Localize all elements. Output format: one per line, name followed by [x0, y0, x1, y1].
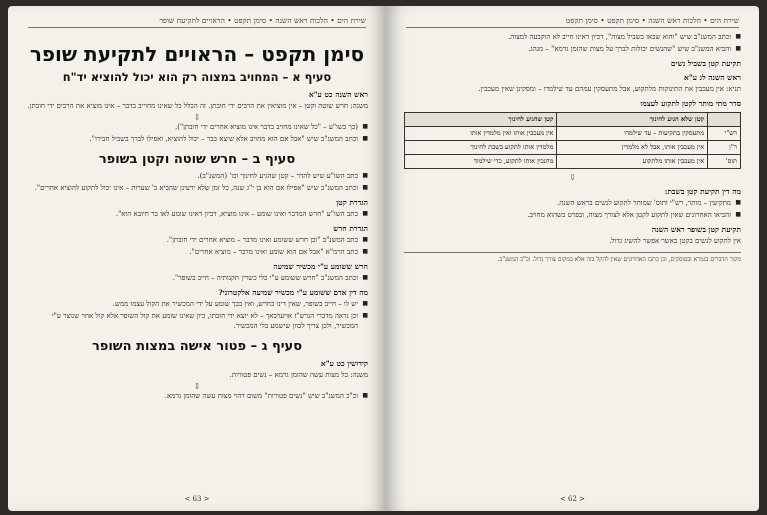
row-label: ר"ן — [708, 141, 741, 155]
bullet-item: ■ וכתב המשנ"ב שיש "והוא שבאו בשביל מצוה", דכיון דאינו חייב לא הוקבעה למצוה. — [404, 32, 741, 42]
running-head — [28, 16, 366, 28]
bullet-item: ■ וכתב המשנ"ב שיש "אפילו אם הוא בן י"ג שנה, כל זמן שלא ידעינן שהביא ב' שערות – אינו יכול לתקוע להוציא אחרים". — [26, 183, 368, 193]
paragraph: אין לתקוע לנשים בקטן כאשר אפשר להשיג גדול. — [609, 237, 741, 245]
comparison-table — [404, 112, 741, 169]
table-cell: אין מעכבין אותו ואין מלמדין אותו — [405, 127, 557, 141]
table-cell: אין מעכבין אותו מלתקוע — [557, 155, 708, 169]
bullet-item: ■ כתב השו"ע שיש להדר – קטן שהגיע לחינוך וכו' (המשנ"ב). — [26, 171, 368, 181]
bullet-item: ■ (כך בשו"ע – "כל שאינו מחויב בדבר אינו מוציא אחרים ידי חובתן"). — [26, 122, 368, 132]
section-heading: סעיף א – המחויב במצוה רק הוא יכול להוציא יד"ח — [62, 70, 332, 84]
bullet-item: ■ וכ"כ המשנ"ב שיש "נשים פטורות" משום דהוי מצות עשה שהזמן גרמא. — [26, 391, 368, 401]
table-header: קטן שלא הגיע לחינוך — [557, 113, 708, 127]
footnotes: מקור הדברים בגמרא ובפוסקים, וכן כתבו האחרונים שאין להקל בזה אלא במקום צורך גדול. וכ"כ המשנ"ב. — [404, 252, 741, 265]
bullet-item: ■ כתב השו"ע "חרש המדבר ואינו שומע – אינו מוציא, דכיון דאינו שומע לאו בר חיובא הוא". — [26, 209, 368, 219]
page-number: < 63 > — [184, 495, 210, 503]
bullet-item: ■ מתקיעין – מותר, רש"י ותוס' שמותר לתקוע לנשים בראש השנה. — [404, 198, 741, 208]
page-body — [404, 32, 741, 489]
bullet-item: ■ כתב הרמ"א "אבל אם הוא שומע ואינו מדבר – מוציא אחרים". — [26, 247, 368, 257]
table-row — [405, 127, 741, 141]
paragraph: תניא: אין מעכבין את התינוקות מלתקוע, אבל מתעסקין עמהם עד שילמדו – ומסקינן שאין מעכבין. — [478, 85, 741, 93]
table-corner — [708, 113, 741, 127]
section-heading: סעיף ב – חרש שוטה וקטן בשופר — [98, 152, 296, 167]
running-head-text: שירת הים • הלכות ראש השנה • סימן תקפט • סימן תקפט — [565, 16, 739, 25]
paragraph: משנה: חרש שוטה וקטן – אין מוציאין את הרבים ידי חובתן. זה הכלל כל שאינו מחוייב בדבר – אינו מוציא את הרבים ידי חובתן. — [27, 102, 368, 110]
paragraph: משנה: כל מצות עשה שהזמן גרמא – נשים פטורות. — [229, 371, 368, 379]
bullet-item: ■ והביאו האחרונים שאין לתקוע לקטן אלא לצורך מצוה, ובפרט כשהוא מחויב. — [404, 210, 741, 220]
source-heading: קידושין כט ע"א — [320, 359, 368, 368]
table-caption: סדר מתי מותר לקטן לתקוע לעצמו — [640, 99, 741, 108]
source-heading: ראש השנה לג ע"א — [684, 73, 741, 82]
page-body — [26, 32, 368, 489]
subheading: הגדרת קטן — [336, 198, 368, 207]
subheading: חרש ששומע ע"י מכשיר שמיעה — [273, 262, 368, 271]
page-number: < 62 > — [559, 495, 586, 503]
running-head-text: שירת הים • הלכות ראש השנה • סימן תקפט • הראויים לתקיעת שופר — [159, 16, 366, 25]
bullet-item: ■ והביא המשנ"ב שיש "שהנשים יכולות לברך על מצות שהזמן גרמא" – מנהג. — [404, 44, 741, 54]
right-page — [386, 6, 759, 511]
bullet-item: ■ וכתב המשנ"ב "חרש ששומע ע"י כלי כשרין תקנותיה – חייב בשופר". — [26, 273, 368, 283]
source-heading: ראש השנה כט ע"א — [308, 90, 368, 99]
subheading: תקיעת קטן בשביל נשים — [670, 59, 741, 68]
table-row — [405, 141, 741, 155]
bullet-item: ■ כתב המשנ"ב "וכן חרש ששומע ואינו מדבר – מוציא אחרים ידי חובתן". — [26, 235, 368, 245]
arrow-down-icon: ⇩ — [193, 382, 201, 391]
row-label: תוס' — [708, 155, 741, 169]
table-row — [405, 155, 741, 169]
arrow-down-icon: ⇩ — [569, 173, 576, 182]
left-page — [8, 6, 386, 511]
subheading: מה דין תקיעת קטן בשבת: — [664, 187, 741, 196]
running-head — [406, 16, 739, 28]
table-cell: מתעסקין בתקיעות – עד שילמדו — [557, 127, 708, 141]
row-label: רש"י — [708, 127, 741, 141]
bullet-item: ■ וכתב המשנ"ב שיש "אבל אם הוא מחויב אלא שיצא כבר – יכול להוציא, ואפילו לברך בשביל חבירו". — [26, 134, 368, 144]
subheading: מה דין אדם ששומע ע"י מכשיר שמיעה אלקטרוני? — [218, 288, 368, 297]
bullet-item: ■ יש לו – חייב בשופר, שאין דינו כחרש, ואין בכך שומע על ידי המכשיר את הקול עצמו ממש. — [26, 299, 368, 309]
subheading: תקיעת קטן בשופר ראש השנה — [651, 225, 741, 234]
subheading: הגדרת חרש — [333, 224, 368, 233]
table-header-row — [405, 113, 741, 127]
table-cell: אין מעכבין אותו, אבל לא מלמדין — [557, 141, 708, 155]
page-title: סימן תקפט – הראויים לתקיעת שופר — [29, 42, 365, 66]
arrow-down-icon: ⇩ — [193, 113, 201, 122]
bullet-item: ■ וכן נראה מדברי הגרש"ז אויערבאך – לא יוצא ידי חובתו, כיון שאינו שומע את קול השופר אלא קול אחר שנוצר ע"י המכשיר, ולכן צריך לכוון שישמע בלי המכשיר. — [26, 311, 368, 331]
section-heading: סעיף ג – פטור אישה במצות השופר — [91, 339, 303, 354]
table-cell: מלמדין אותו לתקוע בשבת לחינוך — [405, 141, 557, 155]
table-cell: מחנכין אותו לתקוע, כדי שילמוד — [405, 155, 557, 169]
table-header: קטן שהגיע לחינוך — [405, 113, 557, 127]
